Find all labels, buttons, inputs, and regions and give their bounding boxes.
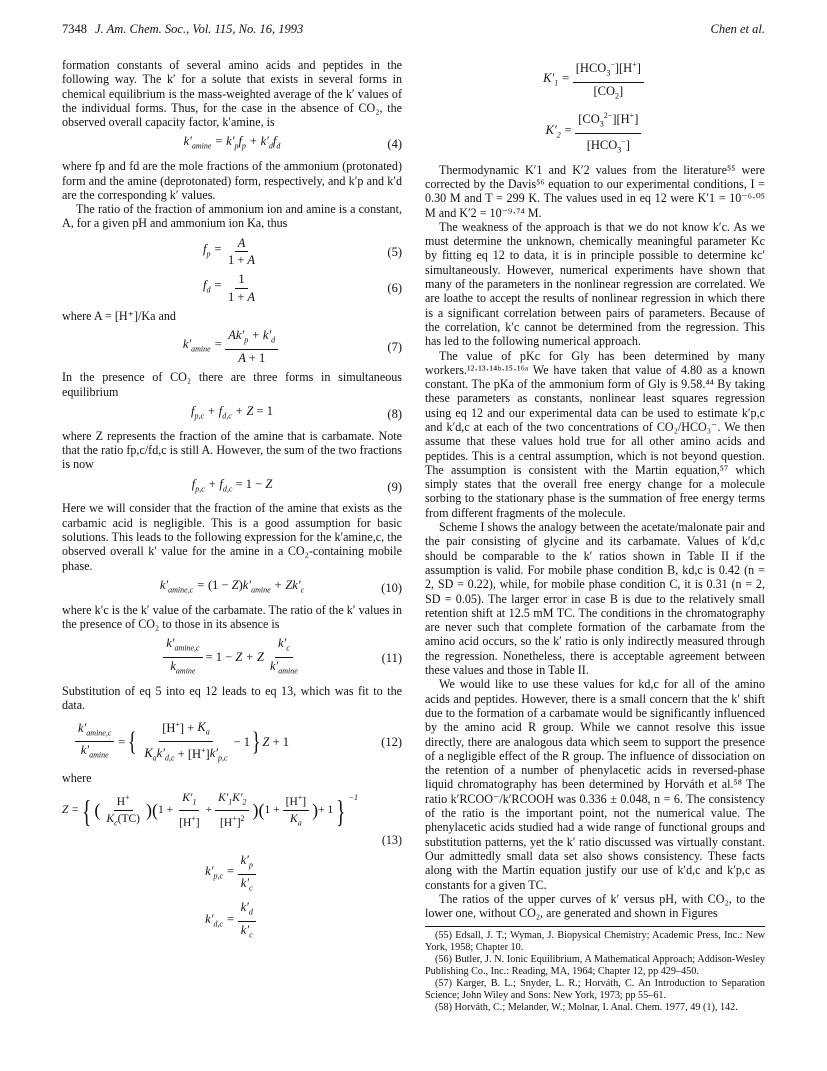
equation-6: $f_d$ = $\frac{1}{1 + A}$ (6) xyxy=(202,272,402,304)
reference-58: (58) Horváth, C.; Melander, W.; Molnar, I. Anal. Chem. 1977, 49 (1), 142. xyxy=(435,1002,738,1014)
paragraph: Scheme I shows the analogy between the acetate/malonate pair and the pair consisting of glycine and its carbamate. Values of k′d,c should be comparable to the k′ ratios shown in Table II if the assumption is valid. For mobile phase condition B, kd,c is 0.42 (n = 2, SD = 0.22), while, for mobile phase condition C, it is 0.31 (n = 2, SD = 0.05). The larger error in case B is due to the relatively small retention shift at 12.5 mM TC. The conditions in the chromatography are never such that complete formation of the carbamate from the amino acid occurs, so the k′ ratio is only indirectly measured through the regression. Nonetheless, there is acceptable agreement between these values and those in Table II. xyxy=(425,520,765,678)
author-running-head: Chen et al. xyxy=(710,22,765,36)
paragraph: We would like to use these values for kd,c for all of the amino acids and peptides. However, there is a small concern that the k′ shift due to the formation of a carbamate would be significantly influenced by the amino acid R group. While we cannot resolve this issue directly, there are analogous data which seem to support the presence of a negligible effect of the R group. The influence of dissociation on the retention of a number of phenylacetic acids in reversed-phase liquid chromatography has been determined by Horváth et al.⁵⁸ The ratio k′RCOO⁻/k′RCOOH was 0.336 ± 0.048, n = 6. The consistency of the ratio is the important point, not the numerical value. The phenylacetic acids studied had a wide range of functional groups and substitution patterns, yet the k′ ratio discussed was virtually constant. Our admittedly small data set also shows consistency. These facts along with the Martin equation justify our use of k′d,c and k′p,c as constants for a given TC. xyxy=(425,677,765,892)
paragraph: The ratio of the fraction of ammonium ion and amine is a constant, A, for a given pH and ammonium ion Ka, thus xyxy=(62,202,402,231)
equation-5: $f_p$ = $\frac{A}{1 + A}$ (5) xyxy=(202,235,402,268)
paragraph: Thermodynamic K′1 and K′2 values from the literature⁵⁵ were corrected by the Davis⁵⁶ equation to our experimental conditions, I = 0.30 M and T = 299 K. The values used in eq 12 were K′1 = 10⁻⁶·⁰⁵ M and K′2 = 10⁻⁹·⁷⁴ M. xyxy=(425,162,765,220)
reference-56: (56) Butler, J. N. Ionic Equilibrium, A Mathematical Approach; Addison-Wesley Publishing Co., Inc.: Reading, MA, 1964; Chapter 12, pp 429–450. xyxy=(425,954,765,978)
reference-57: (57) Karger, B. L.; Snyder, L. R.; Horváth, C. An Introduction to Separation Science; John Wiley and Sons: New York, 1973; pp 55–61. xyxy=(425,978,765,1002)
paragraph: The ratios of the upper curves of k′ versus pH, with CO₂, to the lower one, without CO₂, are generated and shown in Figures xyxy=(425,891,765,921)
equation-number: (9) xyxy=(387,479,402,494)
equation-8: $f_{p,c} + f_{d,c} + Z = 1$ (8) xyxy=(191,403,402,421)
paragraph: In the presence of CO₂ there are three forms in simultaneous equilibrium xyxy=(62,370,402,399)
paragraph: where xyxy=(62,771,92,786)
paragraph: Here we will consider that the fraction of the amine that exists as the carbamic acid is negligible. This is a good assumption for basic solutions. This leads to the following expression for the k′amine,c, the observed overall k′ value for the amine in a CO₂-containing mobile phase. xyxy=(62,501,402,573)
equation-7: $k'_{amine}$ = $\frac{Ak'_p + k'_d}{A + 1}$ (7) xyxy=(182,328,402,366)
equation-number: (7) xyxy=(387,339,402,354)
paragraph: where Z represents the fraction of the amine that is carbamate. Note that the ratio fp,c/fd,c is still A. However, the sum of the two fractions is now xyxy=(62,428,402,472)
equation-10: $k'_{amine,c} = (1 - Z)k'_{amine} + Zk'_c$ (10) xyxy=(159,577,402,595)
equation-number: (6) xyxy=(387,281,402,296)
paragraph: where k′c is the k′ value of the carbamate. The ratio of the k′ values in the presence of CO₂ to those in its absence is xyxy=(62,602,402,631)
paragraph: where A = [H⁺]/Ka and xyxy=(62,308,176,323)
paragraph: The value of pKc for Gly has been determined by many workers.¹²·¹³·¹⁴ᵇ·¹⁵·¹⁶ᵃ We have taken that value of 4.80 as a known constant. The pKa of the ammonium form of Gly is 9.58.⁴⁴ By taking these parameters as constants, nonlinear least squares regression using eq 12 and our experimental data can be used to estimate k′p,c and k′d,c at each of the two concentrations of CO₂/HCO₃⁻. We then assume that these values hold true for all other amino acids and peptides. This is a central assumption, which is not beyond question. The assumption is consistent with the Martin equation,⁵⁷ which simply states that the overall free energy change for a molecule sorbing to the stationary phase is the summation of free energy terms from different fragments of the molecule. xyxy=(425,348,765,520)
equation-number: (4) xyxy=(387,137,402,152)
page-number: 7348 xyxy=(62,22,87,36)
paragraph: formation constants of several amino acids and peptides in the following way. The k′ for a solute that exists in several forms in chemical equilibrium is the mass-weighted average of the k′ values of the individual forms. Thus, for the case in the absence of CO₂, the observed overall capacity factor, k′amine, is xyxy=(62,58,402,130)
equation-4: $k'_{amine} = k'_pf_p + k'_df_d$ (4) xyxy=(183,134,402,152)
left-column xyxy=(62,58,402,948)
equation-number: (11) xyxy=(381,650,402,665)
equation-number: (10) xyxy=(381,580,402,595)
paragraph: where fp and fd are the mole fractions of the ammonium (protonated) form and the amine (deprotonated) form, respectively, and k′p and k′d are the corresponding k′ values. xyxy=(62,159,402,202)
equation-k1: $K'_1$ = $\frac{[HCO_3^-][H^+]}{[CO_2]}$ xyxy=(425,58,765,104)
running-header xyxy=(62,22,765,42)
equation-number: (13) xyxy=(381,833,402,848)
paragraph: Substitution of eq 5 into eq 12 leads to eq 13, which was fit to the data. xyxy=(62,683,402,713)
equation-number: (5) xyxy=(387,244,402,259)
paragraph: The weakness of the approach is that we do not know k′c. As we must determine the unknown, chemically meaningful parameter Kc by fitting eq 12 to data, it is in principle possible to determine kc′ simultaneously. However, numerical experiments have shown that many of the parameters in the nonlinear regression are correlated. We are loathe to accept the results of nonlinear regression in which there is a significant correlation between pairs of parameters. Because of the correlation, k′c cannot be determined from the regression. This has led to the following numerical approach. xyxy=(425,219,765,349)
equation-12: $\frac{k'_{amine,c}}{k'_{amine}}$ = { $\frac{[H^+] + K_a}{K_ak'_{d,c} + [H^+]k'_{p,c}}$ − 1 } Z + 1 (12) xyxy=(62,717,402,766)
equation-k2: $K'_2$ = $\frac{[CO_3^{2-}][H^+]}{[HCO_3^-]}$ xyxy=(425,109,765,158)
equation-9: $f_{p,c} + f_{d,c} = 1 - Z$ (9) xyxy=(191,476,402,494)
right-column xyxy=(425,58,765,1014)
references xyxy=(425,926,765,1014)
equation-11: $\frac{k'_{amine,c}}{k_{amine}}$ = 1 − Z + Z $\frac{k'_c}{k'_{amine}}$ (11) xyxy=(62,636,402,679)
equation-number: (8) xyxy=(387,406,402,421)
equation-number: (12) xyxy=(381,734,402,749)
journal-citation: J. Am. Chem. Soc., Vol. 115, No. 16, 1993 xyxy=(95,22,304,36)
equation-kpc: $k'_{p,c}$ = $\frac{k'_p}{k'_c}$ xyxy=(62,853,402,896)
equation-13: Z = { ( $\frac{H^+}{K_c(TC)}$ )( 1 + $\frac{K'_1}{[H^+]}$ + $\frac{K'_1K'_2}{[H^+]^2}$ )( 1 + $\frac{[H^+]}{K_a}$ ) + 1 } $^{-1}$ xyxy=(62,791,358,830)
equation-kdc: $k'_{d,c}$ = $\frac{k'_d}{k'_c}$ xyxy=(62,900,402,943)
reference-55: (55) Edsall, J. T.; Wyman, J. Biopysical Chemistry; Academic Press, Inc.: New York, 1958; Chapter 10. xyxy=(425,930,765,954)
